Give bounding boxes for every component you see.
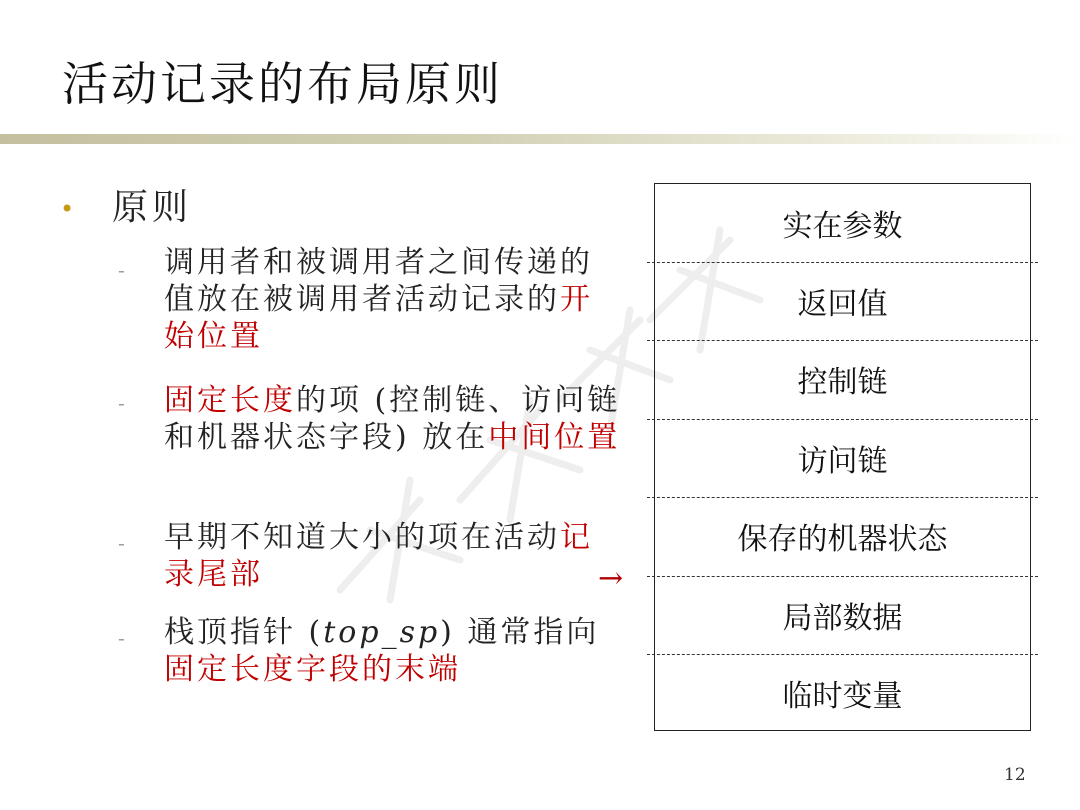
slide-title: 活动记录的布局原则	[62, 57, 503, 111]
sub-bullet-1-highlight: 开始位置	[164, 282, 593, 354]
sub-bullet-4-code: top_sp	[323, 615, 441, 650]
sub-bullet-4-text-end: ) 通常指向	[440, 615, 600, 650]
sub-bullet-2-highlight-end: 中间位置	[488, 420, 621, 455]
title-underline	[0, 134, 1080, 144]
sub-bullet-dash: -	[118, 258, 125, 282]
activation-record-stack	[654, 183, 1031, 731]
sub-bullet-1-text: 调用者和被调用者之间传递的值放在被调用者活动记录的	[164, 245, 593, 317]
stack-field-actual-params: 实在参数	[782, 209, 903, 244]
page-number: 12	[1004, 765, 1026, 785]
sub-bullet-3-text: 早期不知道大小的项在活动	[164, 520, 560, 555]
sub-bullet-1	[164, 244, 624, 355]
sub-bullet-3-highlight: 记录尾部	[164, 520, 593, 592]
sub-bullet-3	[164, 519, 624, 596]
sub-bullet-dash: -	[118, 531, 125, 555]
sub-bullet-4-highlight: 固定长度字段的末端	[164, 652, 461, 687]
stack-field-control-link: 控制链	[797, 365, 888, 400]
bullet-dot: •	[60, 195, 75, 223]
sub-bullet-2-text: 的项 (控制链、访问链和机器状态字段) 放在	[164, 383, 621, 455]
sub-bullet-4	[164, 614, 624, 688]
pointer-arrow: →	[598, 561, 624, 596]
stack-field-temporaries: 临时变量	[782, 679, 903, 714]
stack-field-access-link: 访问链	[797, 444, 888, 479]
sub-bullet-2	[164, 382, 624, 456]
sub-bullet-dash: -	[118, 626, 125, 650]
sub-bullet-dash: -	[118, 391, 125, 415]
stack-field-local-data: 局部数据	[782, 601, 903, 636]
sub-bullet-4-text: 栈顶指针 (	[164, 615, 324, 650]
bullet-principle: 原则	[112, 187, 193, 228]
stack-field-return-value: 返回值	[797, 287, 888, 322]
stack-field-saved-state: 保存的机器状态	[737, 522, 948, 557]
sub-bullet-2-highlight: 固定长度	[164, 383, 296, 418]
